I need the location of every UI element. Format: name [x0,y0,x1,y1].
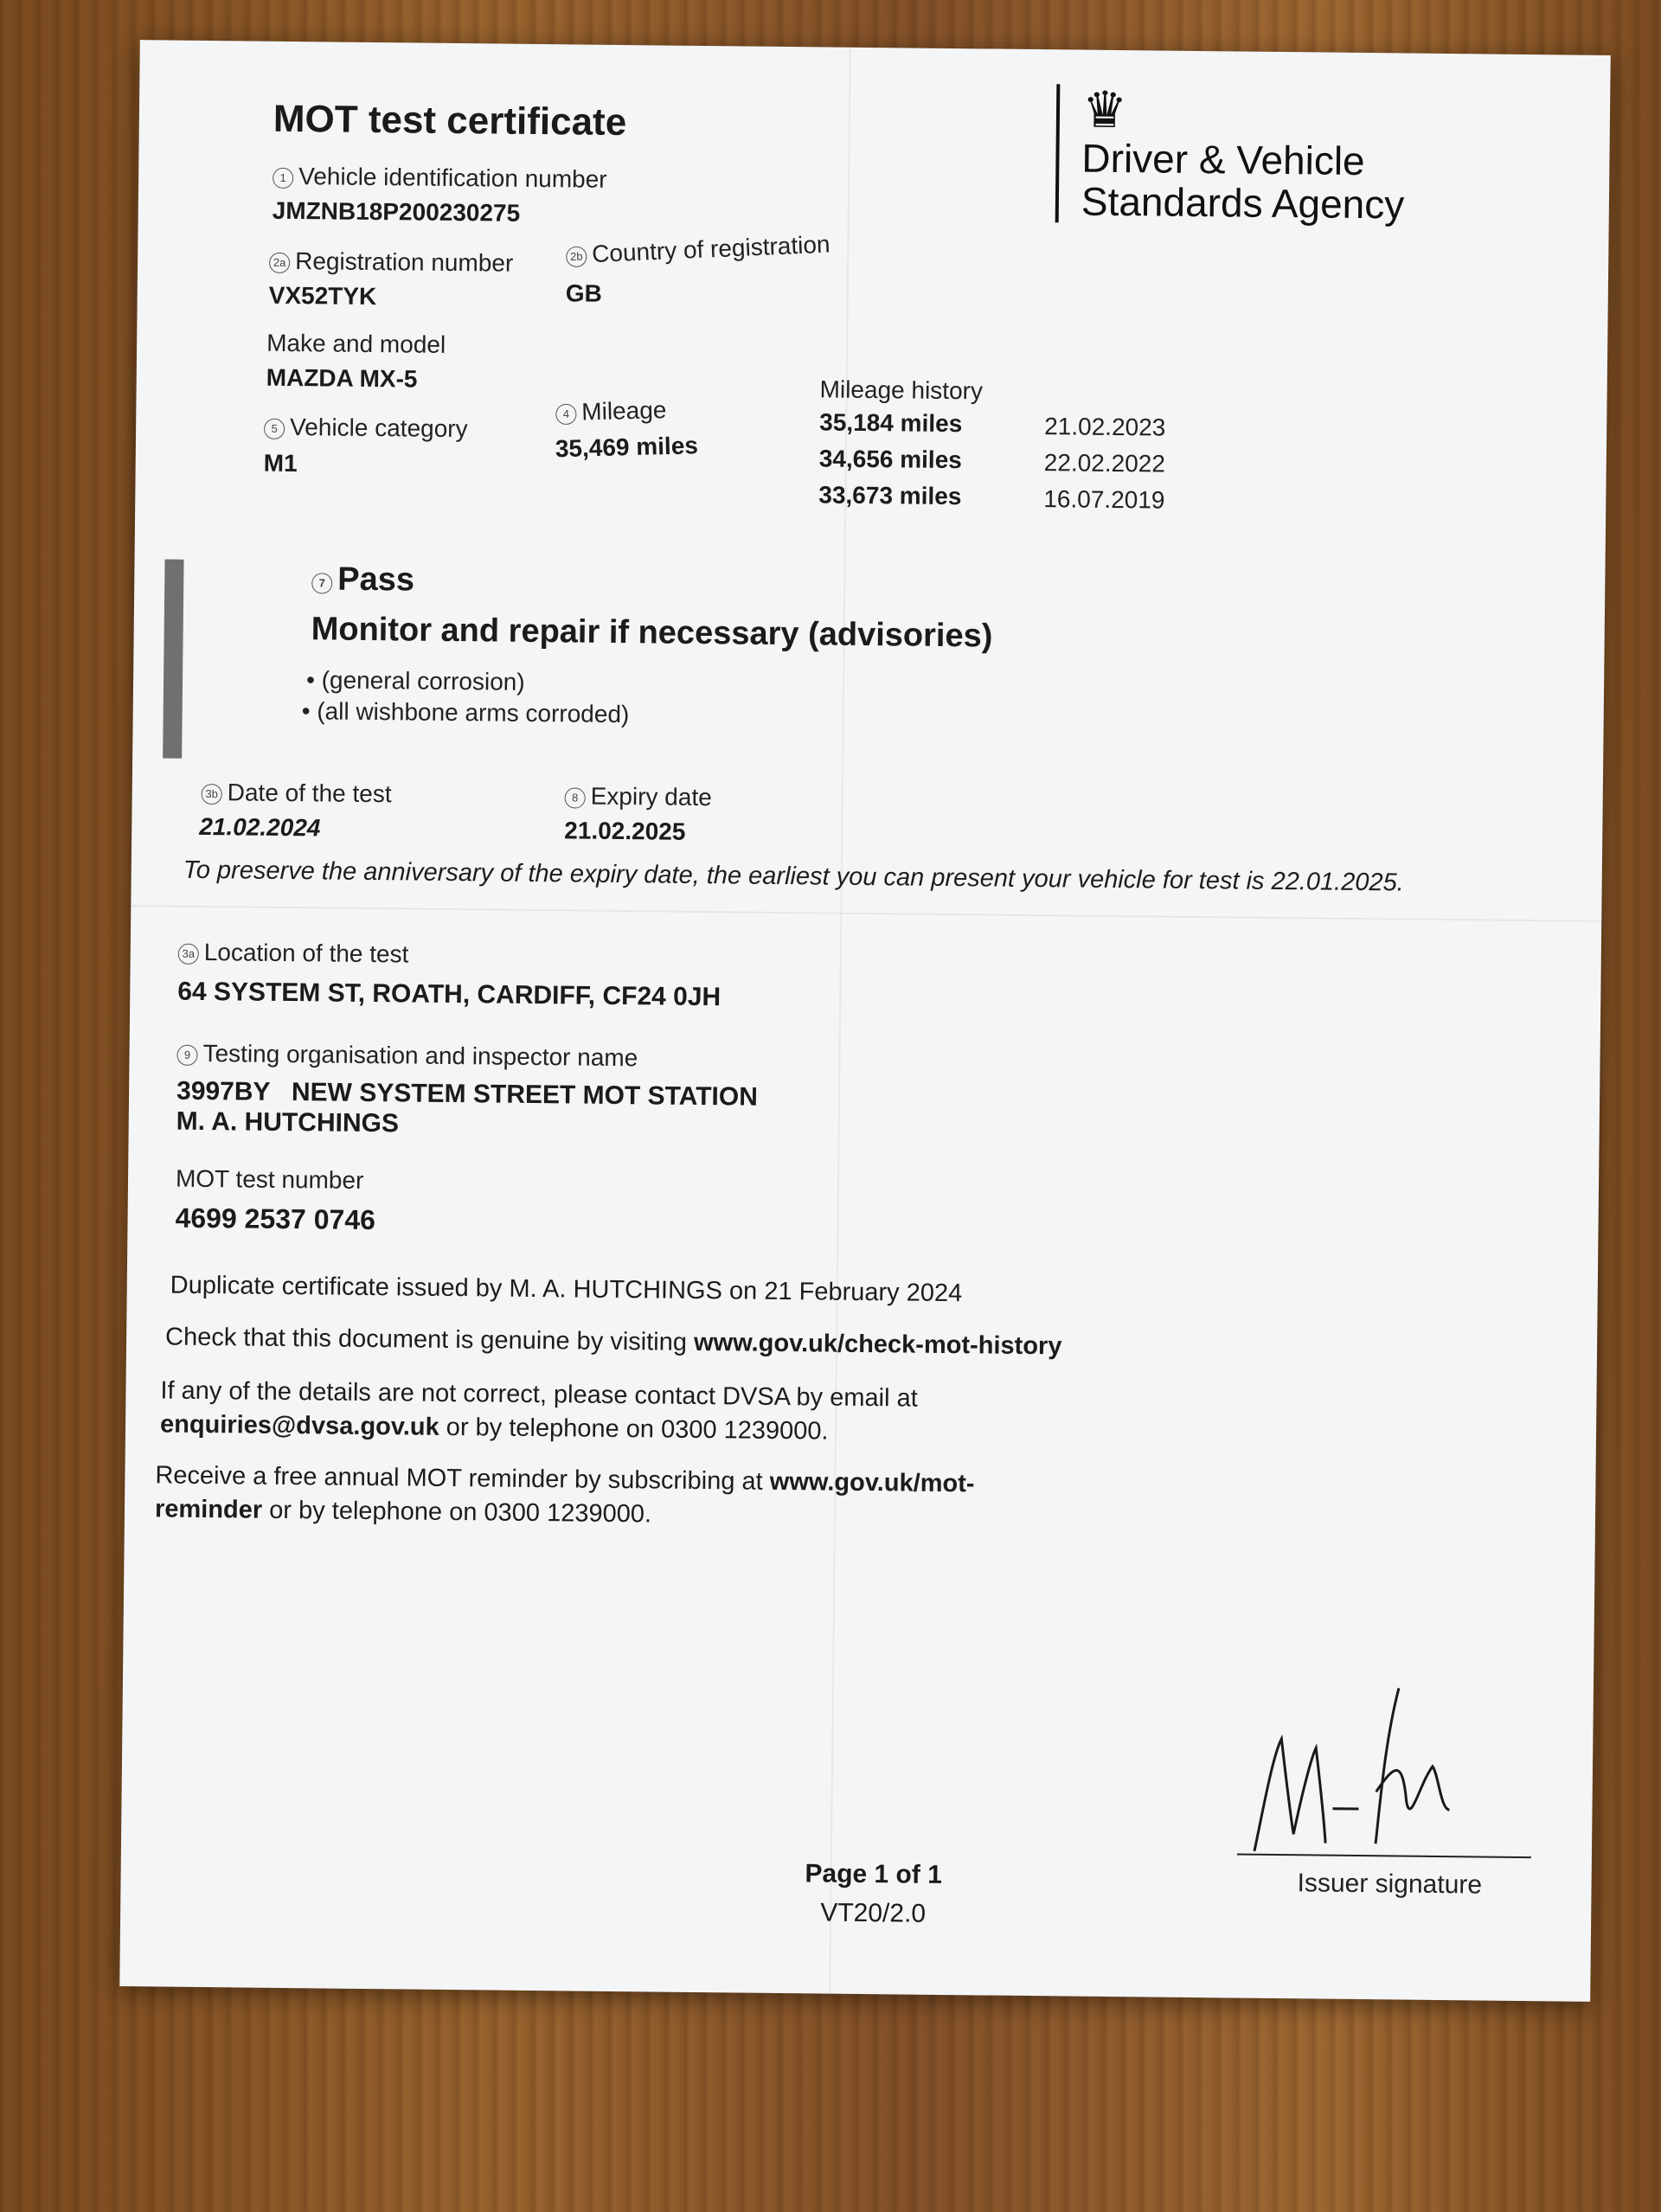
mileage-history-miles-2: 34,656 miles [818,445,962,474]
location-value: 64 SYSTEM ST, ROATH, CARDIFF, CF24 0JH [177,977,721,1012]
fold-crease-horizontal [131,905,1601,922]
vin-value: JMZNB18P200230275 [272,196,521,227]
advisory-item: • (general corrosion) [305,666,525,696]
field-number-badge: 4 [555,404,577,426]
mileage-history-date-1: 21.02.2023 [1044,413,1166,441]
field-number-badge: 2b [566,246,587,267]
field-number-badge: 7 [311,573,332,593]
test-number-value: 4699 2537 0746 [175,1202,376,1236]
field-number-badge: 5 [264,419,285,439]
mileage-history-date-2: 22.02.2022 [1043,449,1166,478]
organisation-name: 3997BY NEW SYSTEM STREET MOT STATION [176,1076,759,1112]
expiry-date-label: 8 Expiry date [565,782,712,811]
registration-value: VX52TYK [268,281,377,311]
inspector-name: M. A. HUTCHINGS [176,1106,400,1138]
test-date-label: 3b Date of the test [202,779,392,808]
duplicate-notice: Duplicate certificate issued by M. A. HUTCHINGS on 21 February 2024 [170,1271,963,1308]
mileage-history-miles-1: 35,184 miles [819,408,963,438]
dvsa-email-link[interactable]: enquiries@dvsa.gov.uk [159,1410,439,1442]
agency-name: Driver & Vehicle Standards Agency [1081,135,1405,228]
mileage-history-date-3: 16.07.2019 [1043,485,1165,514]
mileage-label: 4 Mileage [555,396,667,426]
vehicle-category-value: M1 [263,449,298,478]
field-number-badge: 2a [269,253,290,273]
royal-crest-icon: ♛ [1081,81,1128,139]
result-status: 7 Pass [311,561,414,599]
make-model-value: MAZDA MX-5 [266,363,418,393]
check-genuine-text: Check that this document is genuine by visiting www.gov.uk/check-mot-history [164,1323,1062,1361]
mileage-history-miles-3: 33,673 miles [818,481,962,510]
certificate-title: MOT test certificate [273,97,627,144]
issuer-signature-label: Issuer signature [1297,1869,1483,1900]
form-code: VT20/2.0 [820,1898,927,1928]
field-number-badge: 3a [178,944,199,965]
advisory-item: • (all wishbone arms corroded) [301,697,630,728]
check-mot-history-link[interactable]: www.gov.uk/check-mot-history [693,1328,1062,1361]
contact-text: If any of the details are not correct, please contact DVSA by email at enquiries@dvsa.gov.uk or by telephone on 0300 1239000. [159,1376,918,1446]
mileage-history-label: Mileage history [819,375,984,405]
field-number-badge: 9 [176,1045,197,1066]
anniversary-note: To preserve the anniversary of the expiry date, the earliest you can present your vehicle for test is 22.01.2025. [183,856,1404,897]
mot-certificate-paper [119,40,1610,2002]
make-model-label: Make and model [266,329,446,358]
field-number-badge: 3b [202,784,222,805]
field-number-badge: 1 [273,168,293,189]
field-number-badge: 8 [565,787,586,808]
mot-reminder-link[interactable]: www.gov.uk/mot-reminder [154,1467,975,1524]
advisories-heading: Monitor and repair if necessary (advisories) [311,611,993,655]
country-label: 2b Country of registration [566,231,831,270]
fold-crease-vertical [829,48,851,1994]
reminder-text: Receive a free annual MOT reminder by subscribing at www.gov.uk/mot-reminder or by telephone on 0300 1239000. [154,1461,975,1529]
page-indicator: Page 1 of 1 [805,1859,943,1889]
country-value: GB [565,279,602,307]
organisation-label: 9 Testing organisation and inspector name [176,1040,638,1073]
vehicle-category-label: 5 Vehicle category [264,414,468,443]
result-status-bar [163,559,183,758]
vin-label: 1 Vehicle identification number [273,163,607,194]
issuer-signature-mark [1246,1678,1472,1863]
registration-label: 2a Registration number [269,247,513,278]
mileage-value: 35,469 miles [555,432,699,463]
test-date-value: 21.02.2024 [199,812,321,842]
location-label: 3a Location of the test [178,939,409,969]
test-number-label: MOT test number [175,1164,364,1194]
dvsa-agency-block [1055,81,1429,228]
expiry-date-value: 21.02.2025 [564,817,686,845]
